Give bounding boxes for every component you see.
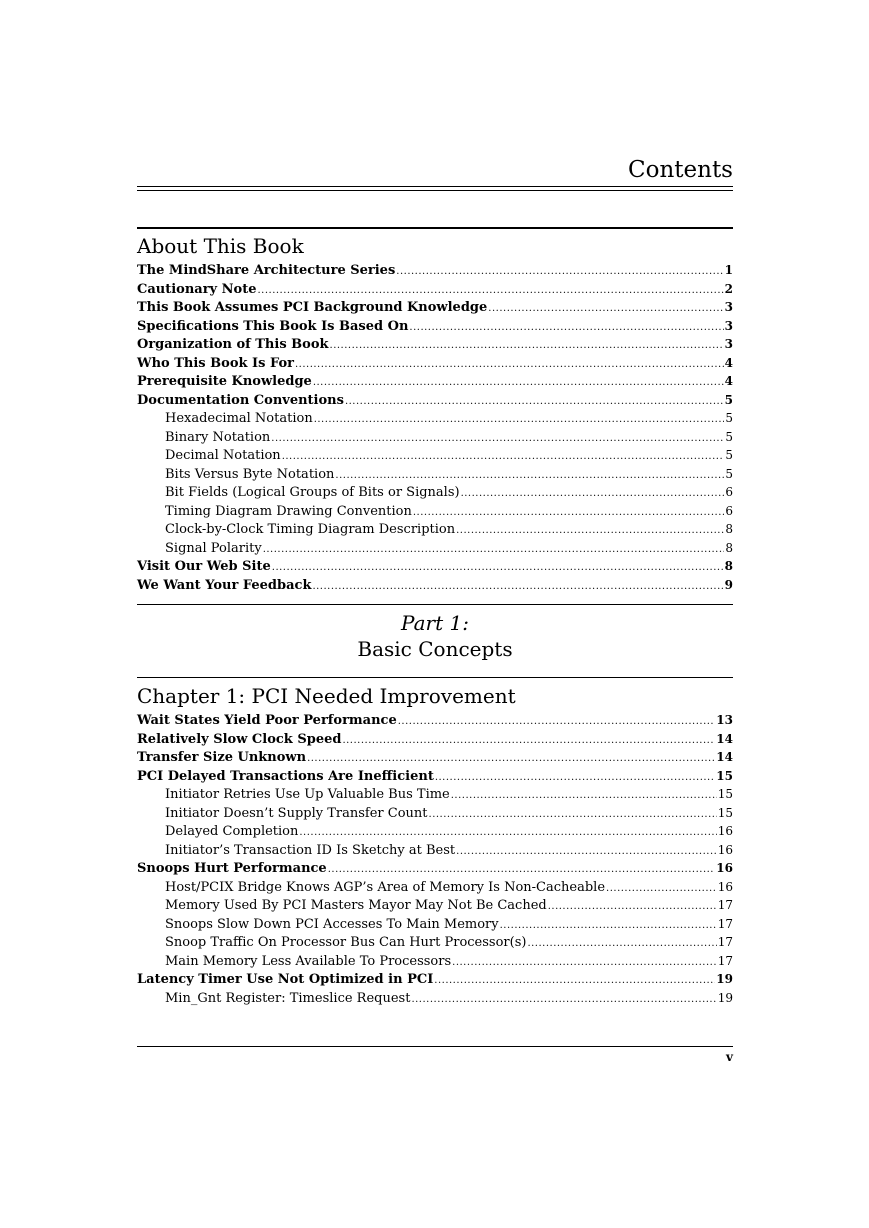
toc-entry-label: Cautionary Note: [137, 281, 257, 297]
toc-entry[interactable]: [137, 483, 733, 502]
toc-list-about: [137, 261, 733, 594]
toc-entry[interactable]: [137, 520, 733, 539]
toc-leader-dots: [335, 467, 724, 486]
part-heading: [137, 611, 733, 661]
toc-entry-label: Relatively Slow Clock Speed: [137, 731, 342, 747]
toc-entry-page: 5: [725, 411, 733, 425]
toc-entry[interactable]: [137, 989, 733, 1008]
toc-entry-page: 14: [716, 750, 733, 764]
part-rule-top: [137, 604, 733, 605]
toc-entry-label: Prerequisite Knowledge: [137, 374, 312, 389]
page-title: Contents: [628, 157, 733, 183]
toc-entry-page: 19: [716, 972, 733, 986]
toc-entry-page: 5: [725, 448, 733, 462]
toc-entry-page: 17: [717, 916, 733, 931]
toc-entry-page: 16: [717, 824, 733, 838]
toc-entry-page: 9: [724, 577, 733, 592]
toc-entry-page: 17: [717, 898, 733, 912]
toc-leader-dots: [263, 541, 725, 560]
toc-leader-dots: [488, 300, 723, 319]
toc-entry-page: 3: [724, 337, 733, 351]
toc-leader-dots: [452, 954, 717, 973]
toc-entry[interactable]: [137, 841, 733, 860]
toc-entry-label: Signal Polarity: [165, 540, 262, 556]
toc-leader-dots: [282, 448, 725, 467]
section-title-about: About This Book: [137, 234, 304, 258]
toc-entry[interactable]: [137, 804, 733, 823]
header-rule-secondary: [137, 190, 733, 191]
toc-leader-dots: [299, 824, 716, 843]
toc-leader-dots: [461, 485, 725, 504]
toc-entry-page: 19: [717, 990, 733, 1005]
toc-entry-page: 5: [724, 392, 733, 407]
toc-leader-dots: [328, 861, 716, 880]
toc-entry-label: Transfer Size Unknown: [137, 750, 307, 765]
toc-entry-label: Memory Used By PCI Masters Mayor May Not Be Cached: [165, 898, 547, 913]
toc-leader-dots: [527, 935, 716, 954]
toc-entry-page: 14: [716, 731, 733, 746]
toc-entry-label: We Want Your Feedback: [137, 577, 312, 593]
toc-entry[interactable]: [137, 446, 733, 465]
toc-entry-label: Bit Fields (Logical Groups of Bits or Signals): [165, 485, 460, 500]
toc-entry-page: 8: [725, 540, 733, 555]
toc-entry-page: 8: [724, 559, 733, 573]
toc-entry-label: Who This Book Is For: [137, 355, 294, 371]
toc-entry-label: The MindShare Architecture Series: [137, 263, 396, 278]
toc-entry-label: Snoop Traffic On Processor Bus Can Hurt Processor(s): [165, 935, 527, 950]
header-rule: [137, 186, 733, 187]
toc-entry[interactable]: [137, 372, 733, 391]
footer-rule: [137, 1046, 733, 1047]
toc-page: [137, 0, 733, 1228]
toc-entry-page: 2: [724, 281, 733, 296]
toc-leader-dots: [257, 282, 723, 301]
toc-entry-page: 16: [717, 842, 733, 857]
toc-leader-dots: [451, 787, 717, 806]
toc-entry-label: Latency Timer Use Not Optimized in PCI: [137, 972, 434, 987]
toc-entry[interactable]: [137, 915, 733, 934]
toc-entry[interactable]: [137, 539, 733, 558]
toc-entry[interactable]: [137, 730, 733, 749]
toc-entry-label: Snoops Hurt Performance: [137, 861, 327, 876]
toc-entry-page: 13: [716, 713, 733, 727]
toc-entry-label: Host/PCIX Bridge Knows AGP’s Area of Memory Is Non-Cacheable: [165, 879, 606, 895]
toc-entry-page: 8: [725, 522, 733, 536]
section-title-chapter-1: Chapter 1: PCI Needed Improvement: [137, 684, 516, 708]
toc-entry-page: 15: [717, 787, 733, 801]
toc-leader-dots: [396, 263, 723, 282]
toc-leader-dots: [342, 732, 715, 751]
toc-leader-dots: [312, 578, 723, 597]
toc-leader-dots: [272, 559, 724, 578]
toc-leader-dots: [307, 750, 715, 769]
part-subtitle: Basic Concepts: [357, 637, 513, 661]
toc-entry[interactable]: [137, 896, 733, 915]
toc-entry-page: 3: [724, 318, 733, 333]
toc-entry-label: Initiator’s Transaction ID Is Sketchy at Best: [165, 842, 456, 858]
toc-entry[interactable]: [137, 317, 733, 336]
toc-entry-page: 6: [725, 485, 733, 499]
toc-entry-page: 5: [725, 429, 733, 444]
toc-entry[interactable]: [137, 711, 733, 730]
toc-entry[interactable]: [137, 952, 733, 971]
toc-leader-dots: [434, 972, 715, 991]
footer-page-number: v: [726, 1050, 733, 1064]
toc-entry-label: Delayed Completion: [165, 824, 299, 839]
toc-entry-page: 3: [724, 300, 733, 314]
part-rule-bottom: [137, 677, 733, 678]
toc-entry[interactable]: [137, 261, 733, 280]
toc-entry-label: Decimal Notation: [165, 448, 281, 463]
toc-entry-page: 15: [717, 805, 733, 820]
toc-leader-dots: [500, 917, 717, 936]
toc-entry-label: Organization of This Book: [137, 337, 329, 352]
toc-entry[interactable]: [137, 409, 733, 428]
toc-entry[interactable]: [137, 970, 733, 989]
toc-entry[interactable]: [137, 280, 733, 299]
toc-entry-label: Initiator Doesn’t Supply Transfer Count: [165, 805, 428, 821]
toc-list-chapter-1: [137, 711, 733, 1007]
toc-entry[interactable]: [137, 335, 733, 354]
toc-entry[interactable]: [137, 878, 733, 897]
toc-leader-dots: [330, 337, 724, 356]
toc-leader-dots: [271, 430, 724, 449]
toc-entry-page: 6: [725, 503, 733, 518]
toc-entry[interactable]: [137, 576, 733, 595]
toc-entry[interactable]: [137, 785, 733, 804]
toc-entry[interactable]: [137, 859, 733, 878]
toc-entry-label: Visit Our Web Site: [137, 559, 271, 574]
toc-entry-page: 5: [725, 466, 733, 481]
toc-entry-page: 1: [724, 263, 733, 277]
toc-entry[interactable]: [137, 465, 733, 484]
toc-entry-page: 4: [724, 374, 733, 388]
toc-entry[interactable]: [137, 822, 733, 841]
toc-entry[interactable]: [137, 557, 733, 576]
toc-entry-label: Snoops Slow Down PCI Accesses To Main Memory: [165, 916, 499, 932]
toc-leader-dots: [345, 393, 724, 412]
toc-entry-page: 17: [717, 935, 733, 949]
toc-entry[interactable]: [137, 298, 733, 317]
toc-entry[interactable]: [137, 767, 733, 786]
toc-leader-dots: [411, 991, 716, 1010]
toc-leader-dots: [456, 843, 717, 862]
toc-entry-label: Min_Gnt Register: Timeslice Request: [165, 990, 411, 1006]
toc-leader-dots: [313, 374, 724, 393]
toc-leader-dots: [429, 806, 717, 825]
toc-entry-label: Clock-by-Clock Timing Diagram Description: [165, 522, 456, 537]
toc-entry-page: 16: [716, 861, 733, 875]
toc-entry-label: PCI Delayed Transactions Are Inefficient: [137, 768, 434, 784]
toc-entry-page: 17: [717, 953, 733, 968]
part-label: Part 1:: [401, 611, 469, 635]
toc-entry[interactable]: [137, 502, 733, 521]
toc-entry-label: Hexadecimal Notation: [165, 411, 313, 426]
toc-leader-dots: [435, 769, 715, 788]
toc-leader-dots: [456, 522, 724, 541]
toc-entry-page: 4: [724, 355, 733, 370]
toc-leader-dots: [606, 880, 717, 899]
toc-entry[interactable]: [137, 354, 733, 373]
toc-entry-label: Initiator Retries Use Up Valuable Bus Time: [165, 787, 450, 802]
toc-leader-dots: [413, 504, 725, 523]
toc-leader-dots: [398, 713, 716, 732]
toc-leader-dots: [409, 319, 723, 338]
toc-entry-label: This Book Assumes PCI Background Knowledge: [137, 300, 488, 315]
toc-entry-page: 15: [716, 768, 733, 783]
toc-entry-label: Bits Versus Byte Notation: [165, 466, 335, 482]
toc-entry[interactable]: [137, 391, 733, 410]
toc-entry[interactable]: [137, 428, 733, 447]
toc-entry-label: Timing Diagram Drawing Convention: [165, 503, 412, 519]
toc-entry[interactable]: [137, 748, 733, 767]
toc-leader-dots: [314, 411, 725, 430]
toc-entry-label: Specifications This Book Is Based On: [137, 318, 409, 334]
toc-leader-dots: [295, 356, 724, 375]
toc-entry-label: Main Memory Less Available To Processors: [165, 953, 452, 969]
toc-entry-label: Documentation Conventions: [137, 392, 344, 408]
toc-entry-page: 16: [717, 879, 733, 894]
section-rule-top: [137, 227, 733, 229]
toc-entry[interactable]: [137, 933, 733, 952]
toc-entry-label: Binary Notation: [165, 429, 271, 445]
toc-leader-dots: [548, 898, 717, 917]
toc-entry-label: Wait States Yield Poor Performance: [137, 713, 397, 728]
